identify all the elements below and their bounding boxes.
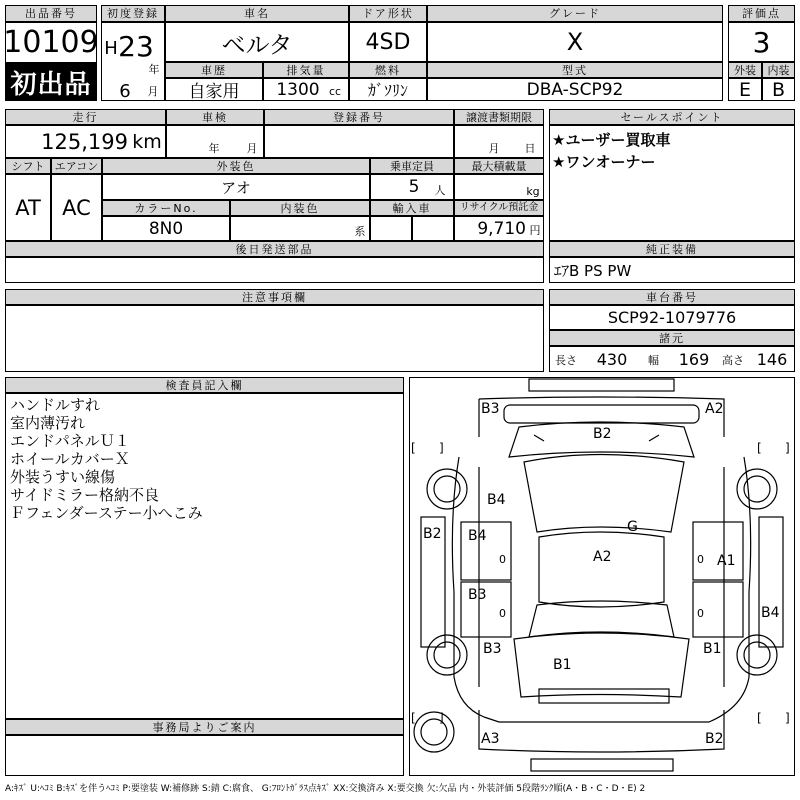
recycle-fee: 9,710: [477, 218, 526, 239]
inspector-note: サイドミラー格納不良: [10, 486, 159, 504]
wheel-rear-right-inner: [744, 642, 770, 668]
mileage-header: 走行: [5, 109, 166, 125]
month-unit: 月: [147, 85, 159, 98]
svg-text:[: [: [757, 711, 762, 725]
chassis-number: SCP92-1079776: [607, 308, 737, 327]
wheel-front-right: [737, 469, 777, 509]
wheel-front-left-inner: [434, 476, 460, 502]
exterior-color: アオ: [221, 178, 251, 197]
damage-code: A1: [717, 553, 736, 569]
car-name-header: 車名: [165, 5, 349, 22]
exterior-color-header: 外装色: [102, 158, 370, 174]
year-unit: 年: [148, 63, 160, 76]
damage-code: B3: [481, 401, 500, 417]
capacity-header: 乗車定員: [370, 158, 454, 174]
mileage: 125,199: [41, 129, 128, 154]
inspector-notes-list: [10, 396, 203, 522]
registration-number-cell: [264, 125, 454, 158]
registration-number-header: 登録番号: [264, 109, 454, 125]
chassis-number-header: 車台番号: [549, 289, 795, 305]
recycle-header: リサイクル預託金: [454, 200, 544, 216]
damage-code: B4: [468, 528, 487, 544]
genuine-equipment-header: 純正装備: [549, 241, 795, 257]
office-info-cell: [5, 735, 404, 776]
exterior-grade: E: [738, 78, 751, 101]
door-mark: 0: [499, 607, 506, 620]
interior-color-unit: 系: [354, 225, 366, 238]
notes-header: 注意事項欄: [5, 289, 544, 305]
door-type-header: ドア形状: [349, 5, 427, 22]
length-label: 長さ: [555, 354, 577, 367]
ac: AC: [62, 195, 91, 220]
fuel: ｶﾞｿﾘﾝ: [367, 81, 408, 100]
import-header: 輸入車: [370, 200, 454, 216]
ac-header: エアコン: [51, 158, 102, 174]
model-code-header: 型式: [427, 62, 723, 78]
sales-point-1: ★ユーザー買取車: [552, 130, 671, 149]
interior-grade-header: 内装: [762, 62, 795, 78]
sales-points-header: セールスポイント: [549, 109, 795, 125]
shift: AT: [15, 195, 41, 220]
inspector-note: ハンドルすれ: [10, 396, 101, 414]
damage-code: B3: [468, 587, 487, 603]
first-listing-badge: 初出品: [5, 63, 97, 101]
exterior-grade-header: 外装: [728, 62, 762, 78]
front-grille: [504, 405, 699, 423]
car-damage-diagram: [409, 377, 795, 776]
height-label: 高さ: [722, 354, 744, 367]
rear-bumper-outline: [531, 759, 673, 771]
displacement: 1300: [276, 79, 320, 100]
later-parts-cell: [5, 257, 544, 283]
max-load-header: 最大積載量: [454, 158, 544, 174]
score-header: 評価点: [728, 5, 795, 22]
mileage-unit: km: [132, 130, 162, 153]
sales-point-2: ★ワンオーナー: [552, 152, 656, 171]
damage-code: B1: [553, 657, 572, 673]
era-letter: H: [104, 37, 118, 59]
inspector-note: 室内薄汚れ: [10, 414, 86, 432]
windshield: [524, 455, 684, 533]
svg-text:[: [: [757, 441, 762, 455]
transfer-month-unit: 月: [488, 142, 500, 155]
roof: [539, 532, 664, 607]
car-name: ベルタ: [221, 30, 293, 59]
svg-text:[: [: [411, 711, 416, 725]
height-value: 146: [756, 349, 788, 369]
door-mark: 0: [697, 607, 704, 620]
damage-code: B3: [483, 641, 502, 657]
interior-grade: B: [771, 78, 786, 101]
transfer-deadline-header: 譲渡書類期限: [454, 109, 544, 125]
interior-color-cell: [230, 216, 370, 241]
inspection-year-unit: 年: [208, 142, 220, 155]
front-bumper-outline: [529, 379, 674, 391]
wheel-rear-left: [427, 635, 467, 675]
import-cell-1: [370, 216, 412, 241]
wheel-rear-left-inner: [434, 642, 460, 668]
spare-wheel-inner: [421, 719, 447, 745]
damage-code: A2: [705, 401, 724, 417]
shift-header: シフト: [5, 158, 51, 174]
width-value: 169: [678, 349, 710, 369]
displacement-unit: cc: [328, 84, 342, 98]
first-registration-header: 初度登録: [101, 5, 165, 22]
legend: A:ｷｽﾞ U:ﾍｺﾐ B:ｷｽﾞを伴うﾍｺﾐ P:要塗装 W:補修跡 S:錆 C:腐食、 G:ﾌﾛﾝﾄｶﾞﾗｽ点ｷｽﾞ XX:交換済み X:要交換 欠:欠品 内・外装評価 5段階ﾗﾝｸ順(A・B・C・D・E) 2: [5, 783, 646, 794]
inspector-header: 検査員記入欄: [5, 377, 404, 393]
svg-text:[: [: [411, 441, 416, 455]
damage-code: B2: [423, 526, 442, 542]
car-history: 自家用: [188, 82, 240, 102]
door-mark: 0: [499, 553, 506, 566]
door-mark: 0: [697, 553, 704, 566]
inspector-note: ホイールカバーＸ: [10, 450, 130, 468]
inspector-note: Ｆフェンダーステー小へこみ: [10, 504, 203, 522]
registration-year: 23: [118, 29, 154, 63]
fuel-header: 燃料: [349, 62, 427, 78]
svg-text:]: ]: [785, 711, 790, 725]
damage-code: A2: [593, 549, 612, 565]
wheel-front-left: [427, 469, 467, 509]
car-history-header: 車歴: [165, 62, 263, 78]
interior-color-header: 内装色: [230, 200, 370, 216]
svg-text:]: ]: [785, 441, 790, 455]
door-type: 4SD: [365, 29, 411, 55]
displacement-header: 排気量: [263, 62, 349, 78]
width-label: 幅: [648, 354, 659, 367]
lot-number: 10109: [3, 25, 99, 60]
damage-code: B4: [487, 492, 506, 508]
registration-month: 6: [119, 80, 131, 102]
notes-cell: [5, 305, 544, 372]
capacity-unit: 人: [434, 184, 446, 197]
inspection-month-unit: 月: [246, 142, 258, 155]
max-load-unit: kg: [526, 184, 540, 198]
wheel-rear-right: [737, 635, 777, 675]
score: 3: [752, 25, 771, 59]
svg-text:]: ]: [439, 711, 444, 725]
svg-text:]: ]: [439, 441, 444, 455]
inspection-header: 車検: [166, 109, 264, 125]
genuine-equipment: ｴｱB PS PW: [554, 261, 632, 280]
capacity: 5: [408, 177, 420, 197]
grade-header: グレード: [427, 5, 723, 22]
color-number: 8N0: [148, 218, 184, 239]
trunk: [514, 633, 689, 697]
transfer-day-unit: 日: [524, 142, 536, 155]
inspector-note: 外装うすい線傷: [10, 468, 116, 486]
rear-bumper-shape: [479, 710, 724, 752]
right-front-door: [693, 522, 743, 580]
damage-code: G: [627, 519, 638, 535]
later-parts-header: 後日発送部品: [5, 241, 544, 257]
lot-number-header: 出品番号: [5, 5, 97, 22]
damage-code: B4: [761, 605, 780, 621]
damage-code: A3: [481, 731, 500, 747]
spare-wheel: [414, 712, 454, 752]
damage-code: B1: [703, 641, 722, 657]
color-number-header: カラーNo.: [102, 200, 230, 216]
inspector-note: エンドパネルＵ１: [10, 432, 130, 450]
grade: X: [566, 28, 584, 56]
length-value: 430: [596, 349, 628, 369]
model-code: DBA-SCP92: [526, 79, 624, 100]
import-cell-2: [412, 216, 454, 241]
right-side-panel: [759, 517, 783, 647]
office-info-header: 事務局よりご案内: [5, 719, 404, 735]
damage-code: B2: [593, 426, 612, 442]
recycle-unit: 円: [529, 224, 541, 237]
specs-header: 諸元: [549, 330, 795, 346]
damage-code: B2: [705, 731, 724, 747]
